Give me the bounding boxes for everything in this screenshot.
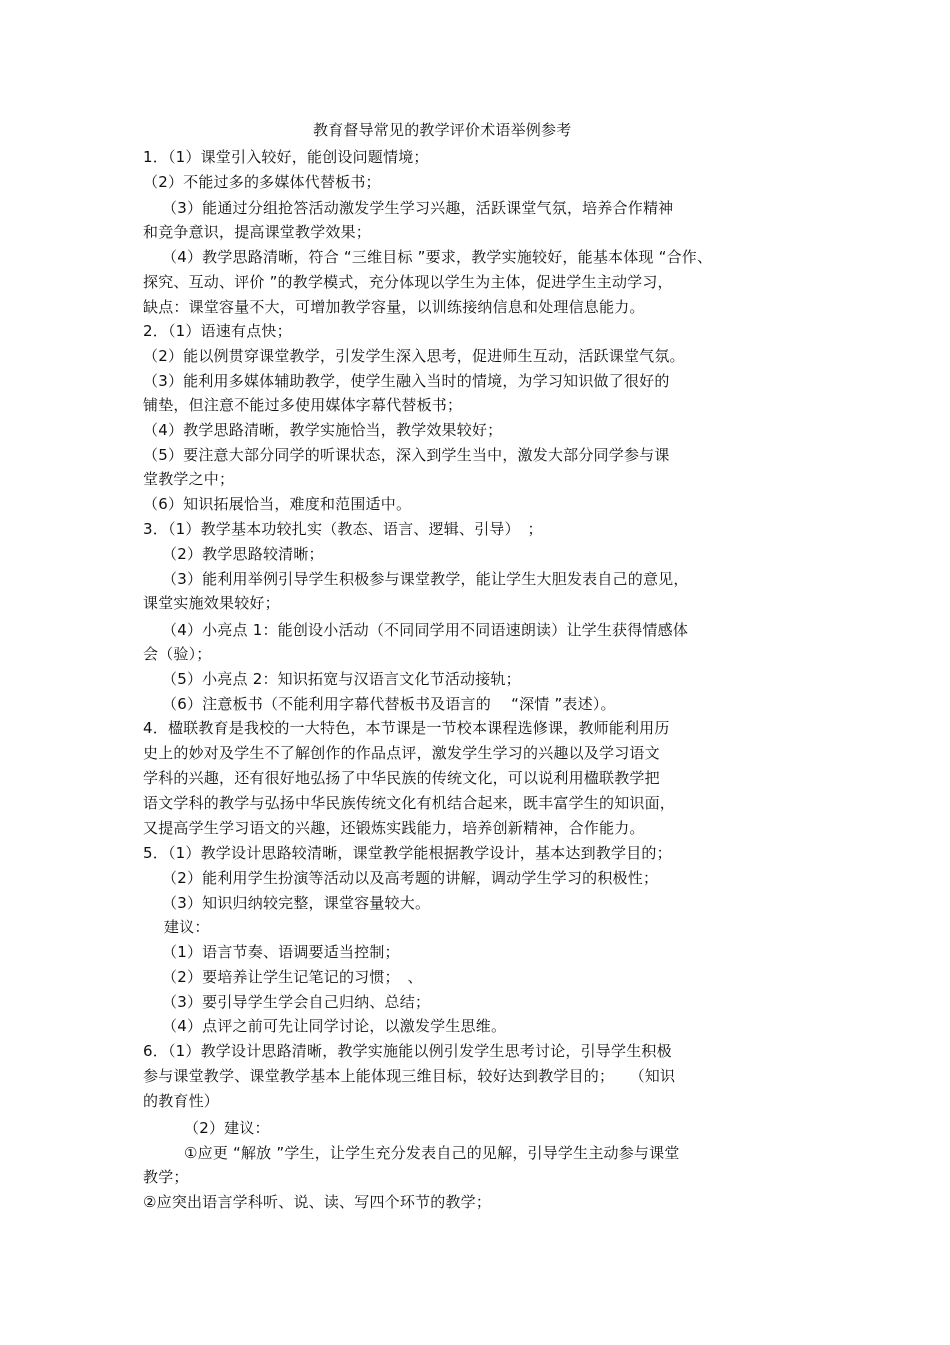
text-line: （4）教学思路清晰，符合 “三维目标 ”要求，教学实施较好，能基本体现 “合作、 bbox=[162, 248, 713, 266]
text-line: 6．（1）教学设计思路清晰，教学实施能以例引发学生思考讨论，引导学生积极 bbox=[143, 1042, 672, 1060]
text-line: 史上的妙对及学生不了解创作的作品点评，激发学生学习的兴趣以及学习语文 bbox=[143, 744, 660, 762]
text-line: （3）能利用多媒体辅助教学，使学生融入当时的情境，为学习知识做了很好的 bbox=[143, 372, 670, 390]
document-title: 教育督导常见的教学评价术语举例参考 bbox=[313, 121, 572, 139]
text-line: （3）知识归纳较完整，课堂容量较大。 bbox=[162, 894, 431, 912]
text-line: 探究、互动、评价 ”的教学模式，充分体现以学生为主体，促进学生主动学习， bbox=[143, 273, 673, 291]
text-line: （6）知识拓展恰当，难度和范围适中。 bbox=[143, 495, 412, 513]
text-line: （2）要培养让学生记笔记的习惯； 、 bbox=[162, 968, 423, 986]
text-line: 教学； bbox=[143, 1168, 189, 1186]
text-line: （2）建议： bbox=[184, 1119, 270, 1137]
text-line: 语文学科的教学与弘扬中华民族传统文化有机结合起来，既丰富学生的知识面， bbox=[143, 794, 676, 812]
text-line: （4）小亮点 1：能创设小活动（不同同学用不同语速朗读）让学生获得情感体 bbox=[162, 621, 689, 639]
text-line: 学科的兴趣，还有很好地弘扬了中华民族的传统文化，可以说利用楹联教学把 bbox=[143, 769, 660, 787]
text-line: 的教育性） bbox=[143, 1092, 220, 1110]
text-line: （3）要引导学生学会自己归纳、总结； bbox=[162, 993, 431, 1011]
text-line: 缺点：课堂容量不大，可增加教学容量，以训练接纳信息和处理信息能力。 bbox=[143, 298, 645, 316]
text-line: 参与课堂教学、课堂教学基本上能体现三维目标，较好达到教学目的； （知识 bbox=[143, 1067, 676, 1085]
text-line: （2）能以例贯穿课堂教学，引发学生深入思考，促进师生互动，活跃课堂气氛。 bbox=[143, 347, 685, 365]
text-line: 堂教学之中； bbox=[143, 470, 235, 488]
text-line: （3）能通过分组抢答活动激发学生学习兴趣，活跃课堂气氛，培养合作精神 bbox=[162, 199, 674, 217]
text-line: 课堂实施效果较好； bbox=[143, 594, 280, 612]
text-line: 1．（1）课堂引入较好，能创设问题情境； bbox=[143, 148, 429, 166]
text-line: （2）能利用学生扮演等活动以及高考题的讲解，调动学生学习的积极性； bbox=[162, 869, 659, 887]
text-line: 建议： bbox=[164, 918, 210, 936]
text-line: （1）语言节奏、语调要适当控制； bbox=[162, 943, 400, 961]
text-line: （5）要注意大部分同学的听课状态，深入到学生当中，激发大部分同学参与课 bbox=[143, 446, 670, 464]
text-line: 2．（1）语速有点快； bbox=[143, 322, 292, 340]
text-line: 3．（1）教学基本功较扎实（教态、语言、逻辑、引导） ； bbox=[143, 520, 543, 538]
text-line: 会（验）； bbox=[143, 645, 212, 663]
text-line: （5）小亮点 2：知识拓宽与汉语言文化节活动接轨； bbox=[162, 670, 521, 688]
text-line: （3）能利用举例引导学生积极参与课堂教学，能让学生大胆发表自己的意见， bbox=[162, 570, 689, 588]
text-line: （2）教学思路较清晰； bbox=[162, 545, 324, 563]
text-line: （4）教学思路清晰，教学实施恰当，教学效果较好； bbox=[143, 421, 503, 439]
text-line: （4）点评之前可先让同学讨论，以激发学生思维。 bbox=[162, 1017, 507, 1035]
text-line: 铺垫，但注意不能过多使用媒体字幕代替板书； bbox=[143, 396, 463, 414]
text-line: 和竞争意识，提高课堂教学效果； bbox=[143, 223, 372, 241]
text-line: ②应突出语言学科听、说、读、写四个环节的教学； bbox=[143, 1193, 492, 1211]
text-line: （2）不能过多的多媒体代替板书； bbox=[143, 173, 381, 191]
text-line: 5．（1）教学设计思路较清晰，课堂教学能根据教学设计，基本达到教学目的； bbox=[143, 844, 672, 862]
text-line: （6）注意板书（不能利用字幕代替板书及语言的 “深情 ”表述）。 bbox=[162, 695, 616, 713]
text-line: ①应更 “解放 ”学生，让学生充分发表自己的见解，引导学生主动参与课堂 bbox=[184, 1144, 680, 1162]
text-line: 4．楹联教育是我校的一大特色，本节课是一节校本课程选修课，教师能利用历 bbox=[143, 719, 670, 737]
text-line: 又提高学生学习语文的兴趣，还锻炼实践能力，培养创新精神，合作能力。 bbox=[143, 819, 645, 837]
